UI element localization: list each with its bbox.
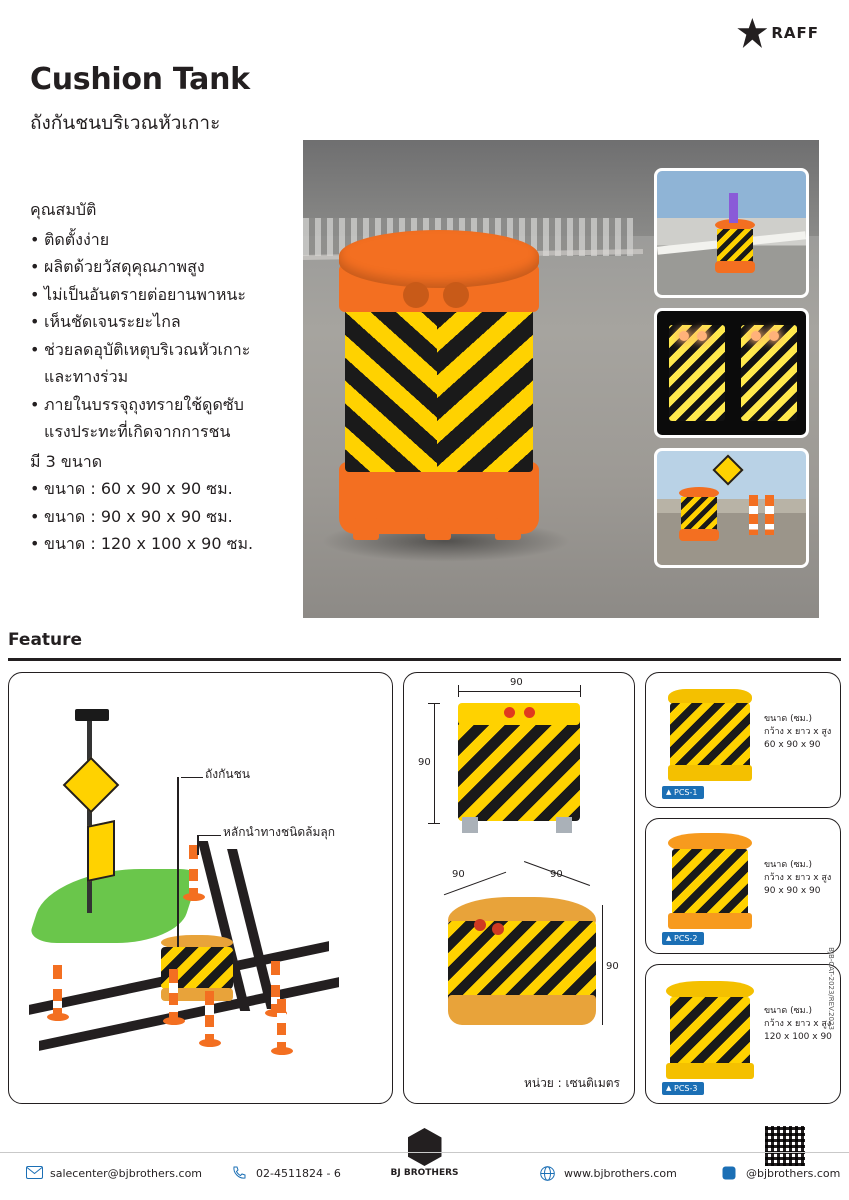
footer-divider — [0, 1152, 849, 1153]
list-item: • ผลิตด้วยวัสดุคุณภาพสูง — [30, 253, 300, 281]
dimension-value-iso-right: 90 — [550, 869, 563, 880]
list-item: • ขนาด : 60 x 90 x 90 ซม. — [30, 475, 300, 503]
flexible-post — [277, 999, 286, 1049]
footer-website[interactable] — [540, 1166, 677, 1180]
catalog-code: BJB-CAT-2023/REV.2023 — [827, 947, 835, 1030]
cushion-tank-illustration — [339, 230, 539, 550]
dim-label: กว้าง x ยาว x สูง — [764, 727, 832, 738]
unit-note: หน่วย : เซนติเมตร — [523, 1076, 620, 1090]
status-badge: ▲ PCS-2 — [662, 932, 704, 945]
dim-label: กว้าง x ยาว x สูง — [764, 1019, 832, 1030]
flexible-post-base — [183, 893, 205, 901]
list-item-continuation: แรงประทะที่เกิดจากการชน — [44, 422, 231, 442]
footer-website-text: www.bjbrothers.com — [564, 1166, 677, 1180]
product-card-text — [764, 1005, 832, 1044]
company-name: BJ BROTHERS — [390, 1168, 459, 1178]
thumbnail-road-installation — [654, 168, 809, 298]
feature-divider — [8, 658, 841, 661]
sizes-list — [30, 475, 300, 558]
reflective-panel-left — [669, 325, 725, 421]
flexible-post — [53, 965, 62, 1015]
flexible-post — [205, 991, 214, 1041]
thumbnail-night-reflective — [654, 308, 809, 438]
dim-label: กว้าง x ยาว x สูง — [764, 873, 832, 884]
callout-tank-label: ถังกันชน — [205, 767, 250, 781]
mini-body — [681, 497, 717, 531]
page-title: Cushion Tank — [30, 62, 250, 97]
dimension-value-width: 90 — [510, 677, 523, 688]
iso-body — [448, 921, 596, 1003]
footer-email[interactable] — [26, 1166, 202, 1180]
brand-logo-text: RAFF — [771, 24, 819, 42]
sign-top-bar — [75, 709, 109, 721]
front-view-foot — [556, 817, 572, 833]
iso-reflector — [474, 919, 486, 931]
mini-cushion-tank — [679, 487, 719, 541]
flexible-post-base — [47, 1013, 69, 1021]
size-label: ขนาด (ซม.) — [764, 714, 812, 724]
list-item: • เห็นชัดเจนระยะไกล — [30, 308, 300, 336]
product-card-pcs3 — [645, 964, 841, 1104]
dimension-line-top — [458, 691, 580, 692]
footer — [0, 1158, 849, 1200]
flexible-post-base — [163, 1017, 185, 1025]
barrel-top-cap — [339, 230, 539, 288]
footer-social[interactable] — [722, 1166, 840, 1180]
flexible-post — [765, 495, 774, 535]
front-view-reflector — [524, 707, 535, 718]
warning-sign-icon — [63, 757, 120, 814]
list-item: • ขนาด : 90 x 90 x 90 ซม. — [30, 503, 300, 531]
footer-phone-text: 02-4511824 - 6 — [256, 1166, 341, 1180]
feature-panel-dimensions — [403, 672, 635, 1104]
list-item: • ภายในบรรจุถุงทรายใช้ดูดซับ — [30, 391, 300, 419]
dimension-value-height: 90 — [418, 757, 431, 768]
front-view-foot — [462, 817, 478, 833]
properties-list — [30, 226, 300, 446]
callout-post-label: หลักนำทางชนิดล้มลุก — [223, 825, 336, 839]
sizes-heading: มี 3 ขนาด — [30, 451, 103, 471]
dim-value: 90 x 90 x 90 — [764, 886, 821, 897]
raff-logo-icon — [737, 18, 767, 48]
page-subtitle-thai: ถังกันชนบริเวณหัวเกาะ — [30, 112, 221, 134]
properties-heading: คุณสมบัติ — [30, 200, 97, 219]
envelope-icon — [26, 1166, 43, 1180]
line-app-icon — [722, 1166, 739, 1180]
flexible-post-base — [199, 1039, 221, 1047]
flexible-post — [749, 495, 758, 535]
list-item: • ไม่เป็นอันตรายต่อยานพาหนะ — [30, 281, 300, 309]
feature-heading: Feature — [8, 630, 83, 650]
iso-reflector — [492, 923, 504, 935]
chevron-sign — [87, 820, 115, 882]
product-card-pcs2 — [645, 818, 841, 954]
dim-value: 60 x 90 x 90 — [764, 740, 821, 751]
front-view-reflector — [504, 707, 515, 718]
barrel-base — [339, 462, 539, 534]
properties-block — [30, 196, 300, 558]
front-view-drawing — [458, 711, 580, 821]
barrel-knob — [403, 282, 429, 308]
barrel-chevron-body-left — [345, 304, 437, 472]
front-view-cap — [458, 703, 580, 725]
mini-base — [679, 529, 719, 541]
warning-sign-icon — [712, 454, 743, 485]
barrel-foot — [425, 518, 451, 540]
dimension-value-iso-height: 90 — [606, 961, 619, 972]
globe-icon — [540, 1166, 557, 1180]
flexible-post — [169, 969, 178, 1019]
thumbnail-street-view — [654, 448, 809, 568]
iso-base — [448, 995, 596, 1025]
mini-base — [715, 261, 755, 273]
product-card-text — [764, 859, 831, 898]
flexible-post-base — [271, 1047, 293, 1055]
footer-email-text: salecenter@bjbrothers.com — [50, 1166, 203, 1180]
product-card-pcs1 — [645, 672, 841, 808]
product-card-text — [764, 713, 831, 752]
traffic-island-grass — [27, 869, 201, 943]
brand-logo — [737, 18, 819, 48]
feature-panel-scene — [8, 672, 393, 1104]
hero-product-photo — [303, 140, 819, 618]
dim-value: 120 x 100 x 90 — [764, 1032, 832, 1043]
list-item: • ติดตั้งง่าย — [30, 226, 300, 254]
footer-phone[interactable] — [232, 1166, 341, 1180]
barrel-foot — [495, 518, 521, 540]
list-item: • ขนาด : 120 x 100 x 90 ซม. — [30, 530, 300, 558]
footer-social-text: @bjbrothers.com — [746, 1166, 841, 1180]
barrel-knob — [443, 282, 469, 308]
dimension-value-iso-left: 90 — [452, 869, 465, 880]
list-item: • ช่วยลดอุบัติเหตุบริเวณหัวเกาะ — [30, 336, 300, 364]
phone-icon — [232, 1166, 249, 1180]
size-label: ขนาด (ซม.) — [764, 860, 812, 870]
size-label: ขนาด (ซม.) — [764, 1006, 812, 1016]
product-thumbnail — [662, 683, 758, 793]
status-badge: ▲ PCS-1 — [662, 786, 704, 799]
mini-cushion-tank — [715, 219, 755, 273]
reflective-panel-right — [741, 325, 797, 421]
product-thumbnail — [662, 975, 758, 1085]
status-badge: ▲ PCS-3 — [662, 1082, 704, 1095]
barrel-foot — [353, 518, 379, 540]
list-item-continuation: และทางร่วม — [44, 367, 129, 387]
product-thumbnail — [662, 829, 758, 939]
mini-body — [717, 229, 753, 263]
